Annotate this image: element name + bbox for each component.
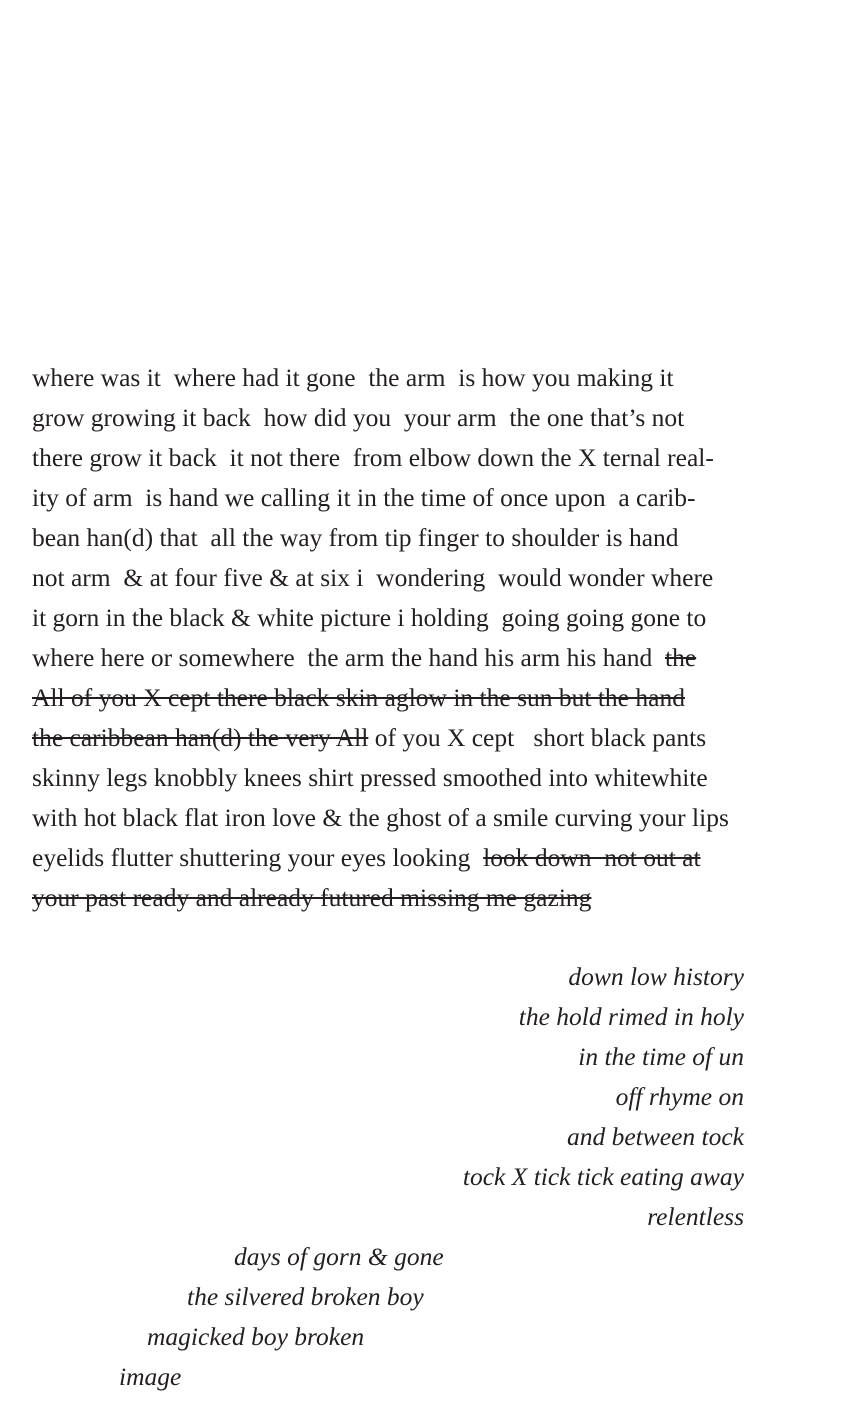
prose-line — [32, 878, 591, 918]
right-stanza-line: off rhyme on — [615, 1082, 744, 1111]
prose-line — [32, 438, 714, 478]
prose-text: of you X cept short black pants — [368, 723, 707, 752]
prose-text: with hot black flat iron love & the ghost of a smile curving your lips — [32, 803, 729, 832]
prose-line — [32, 638, 696, 678]
prose-line — [32, 678, 685, 718]
struck-text: the — [665, 643, 697, 672]
struck-text: your past ready and already futured missing me gazing — [32, 883, 592, 912]
prose-line — [32, 518, 679, 558]
prose-line — [32, 798, 729, 838]
right-stanza-line: the hold rimed in holy — [518, 1002, 744, 1031]
prose-text: there grow it back it not there from elbow down the X ternal real- — [32, 443, 714, 472]
prose-text: where here or somewhere the arm the hand his arm his hand — [32, 643, 666, 672]
prose-text: where was it where had it gone the arm is how you making it — [32, 363, 674, 392]
prose-line — [32, 838, 701, 878]
right-stanza-line: down low history — [568, 962, 744, 991]
prose-line — [32, 398, 684, 438]
left-stanza-line: the silvered broken boy — [187, 1282, 424, 1311]
prose-text: eyelids flutter shuttering your eyes looking — [32, 843, 484, 872]
struck-text: the caribbean han(d) the very All — [32, 723, 369, 752]
struck-text: All of you X cept there black skin aglow in the sun but the hand — [32, 683, 685, 712]
prose-line — [32, 478, 696, 518]
left-stanza-line: image — [119, 1362, 182, 1391]
prose-text: skinny legs knobbly knees shirt pressed smoothed into whitewhite — [32, 763, 708, 792]
prose-line — [32, 558, 713, 598]
left-stanza-line: magicked boy broken — [147, 1322, 365, 1351]
prose-text: grow growing it back how did you your arm the one that’s not — [32, 403, 685, 432]
prose-text: ity of arm is hand we calling it in the time of once upon a carib- — [32, 483, 696, 512]
prose-text: not arm & at four five & at six i wondering would wonder where — [32, 563, 714, 592]
prose-line — [32, 598, 706, 638]
right-stanza-line: in the time of un — [578, 1042, 744, 1071]
prose-text: it gorn in the black & white picture i holding going going gone to — [32, 603, 707, 632]
struck-text: look down not out at — [483, 843, 701, 872]
prose-text: bean han(d) that all the way from tip finger to shoulder is hand — [32, 523, 679, 552]
right-stanza-line: and between tock — [566, 1122, 744, 1151]
left-stanza-line: days of gorn & gone — [234, 1242, 444, 1271]
prose-line — [32, 358, 674, 398]
prose-line — [32, 718, 706, 758]
prose-line — [32, 758, 708, 798]
right-stanza-line: tock X tick tick eating away — [462, 1162, 744, 1191]
right-stanza-line: relentless — [647, 1202, 744, 1231]
